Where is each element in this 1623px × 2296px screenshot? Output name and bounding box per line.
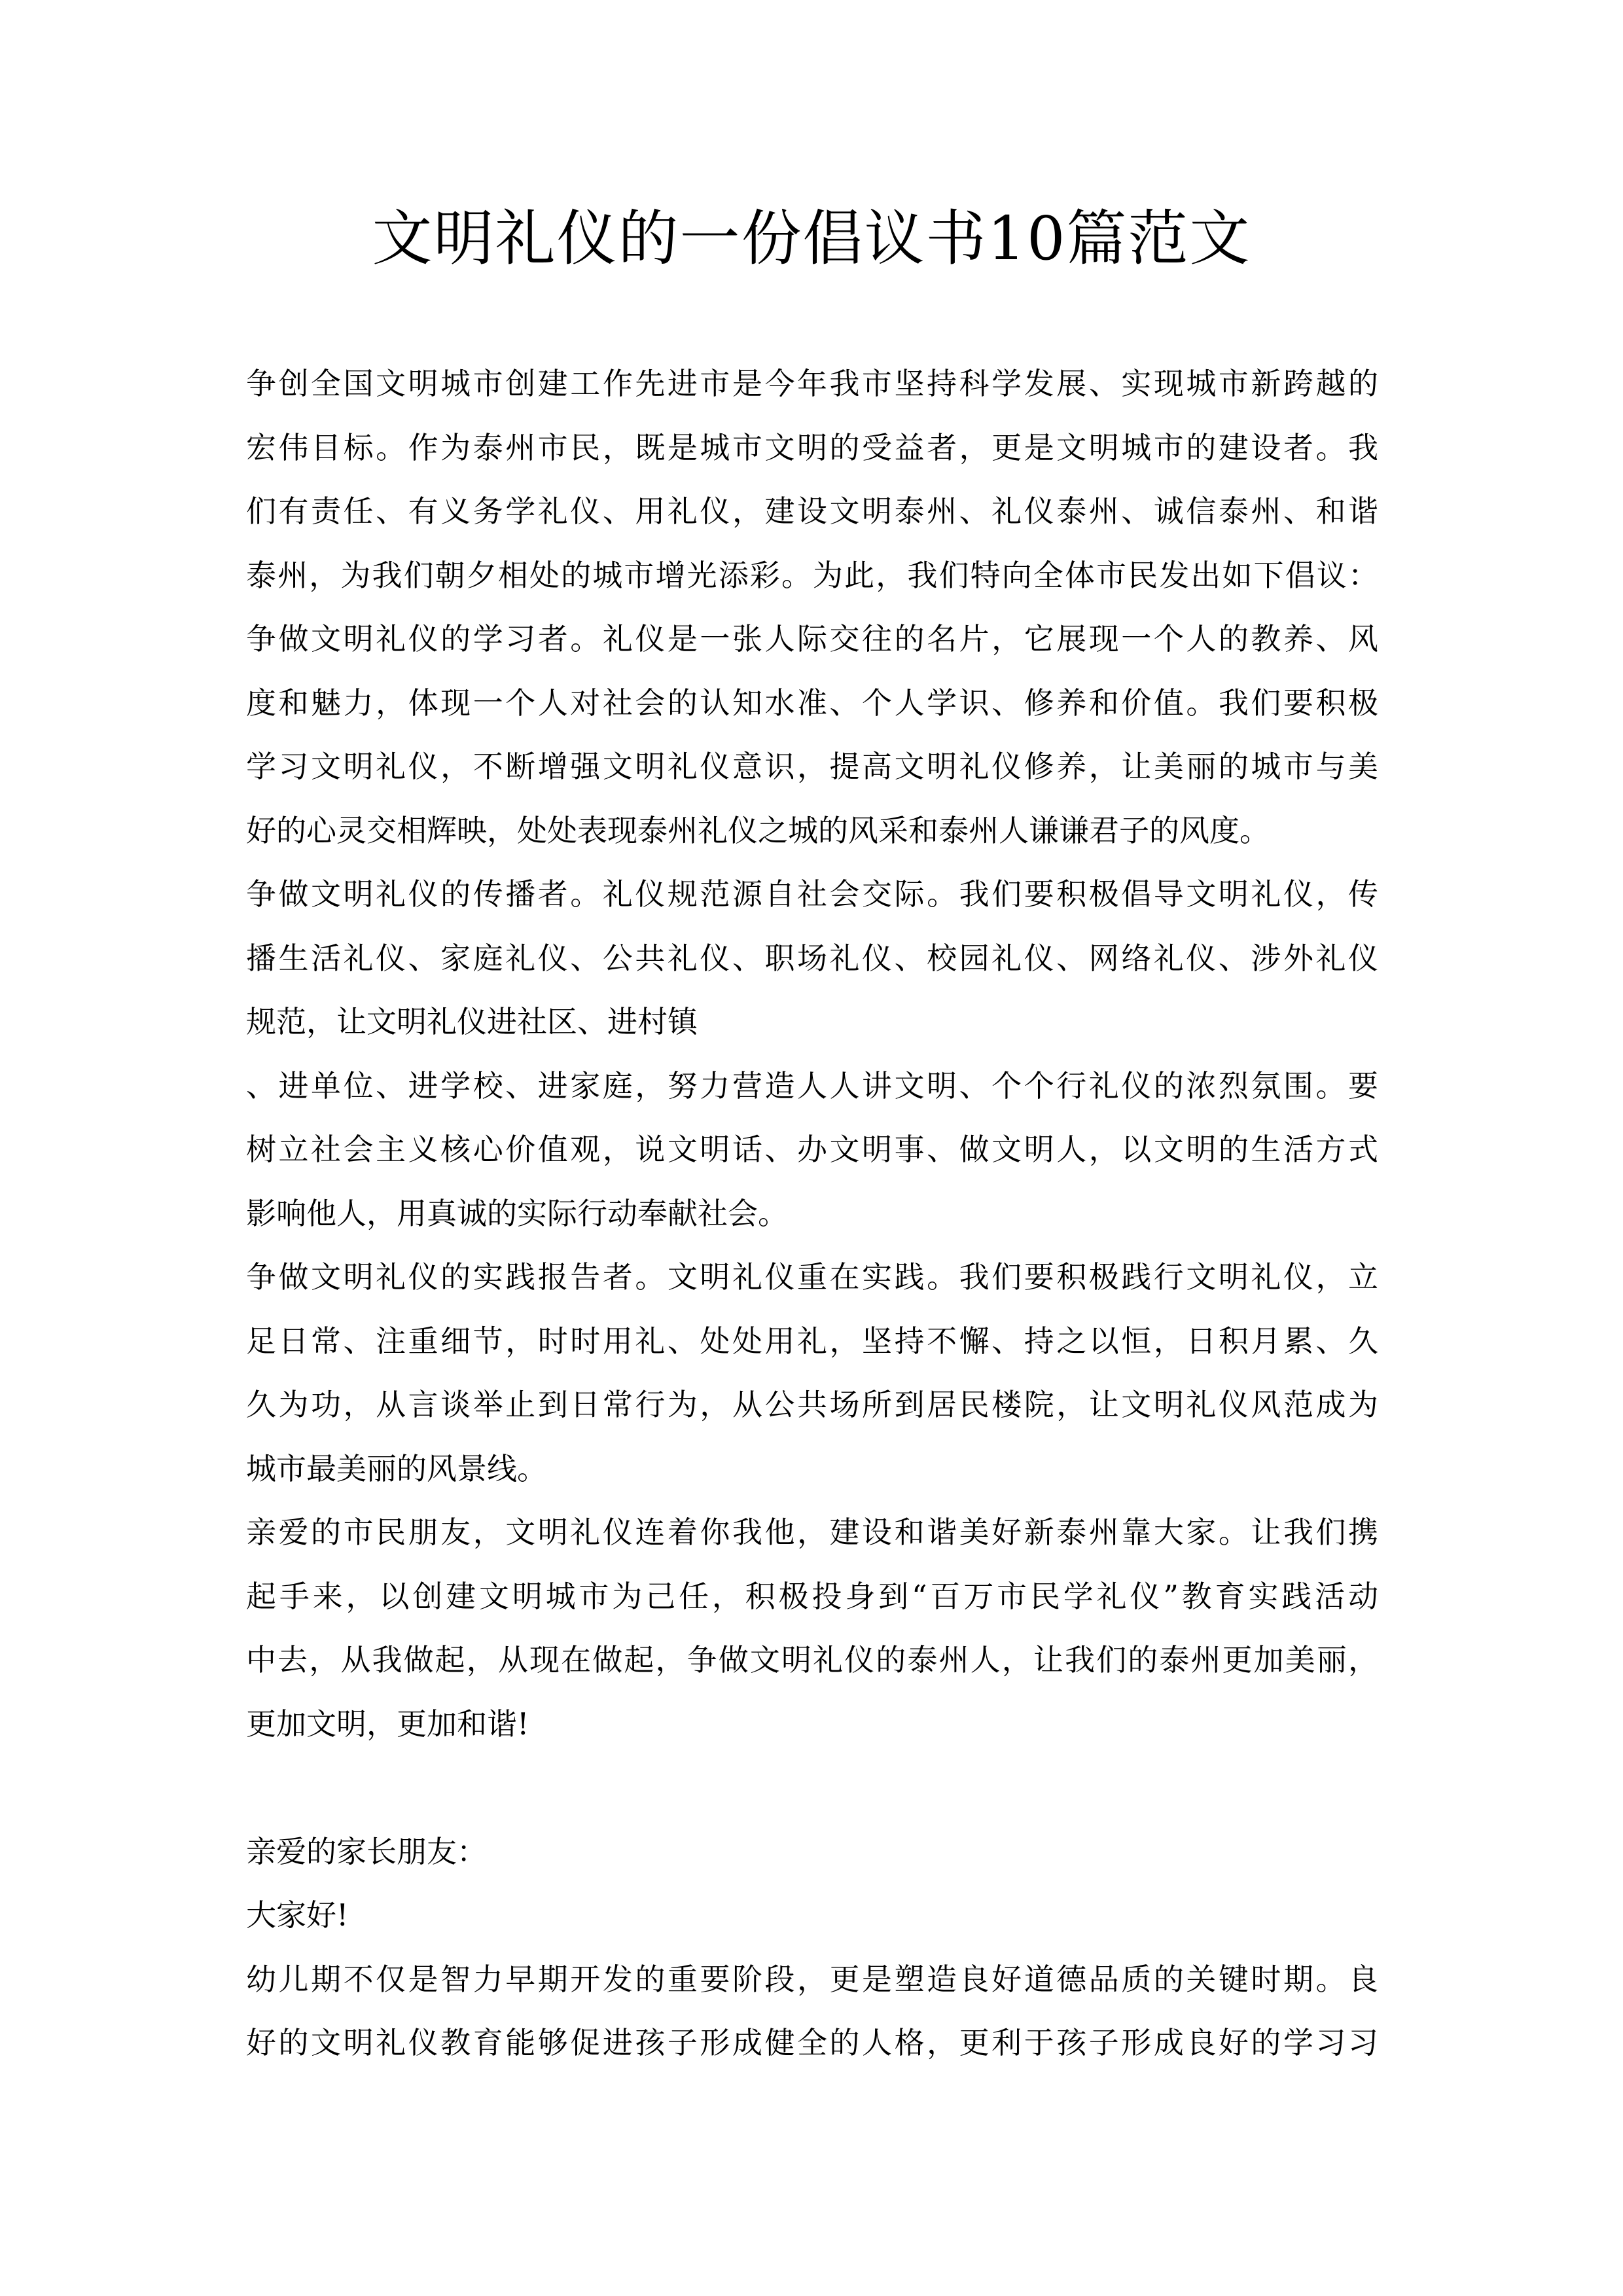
body-line: 中去，从我做起，从现在做起，争做文明礼仪的泰州人，让我们的泰州更加美丽，: [246, 1642, 1378, 1677]
body-line: 树立社会主义核心价值观，说文明话、办文明事、做文明人，以文明的生活方式: [246, 1132, 1378, 1167]
body-line: 好的文明礼仪教育能够促进孩子形成健全的人格，更利于孩子形成良好的学习习: [246, 2025, 1378, 2060]
body-line: 播生活礼仪、家庭礼仪、公共礼仪、职场礼仪、校园礼仪、网络礼仪、涉外礼仪: [246, 940, 1378, 976]
body-line: 城市最美丽的风景线。: [246, 1450, 547, 1486]
paragraph-gap: [246, 1756, 1378, 1820]
body-line: 更加文明，更加和谐!: [246, 1706, 529, 1742]
body-line: 争做文明礼仪的实践报告者。文明礼仪重在实践。我们要积极践行文明礼仪，立: [246, 1259, 1378, 1295]
body-line: 、进单位、进学校、进家庭，努力营造人人讲文明、个个行礼仪的浓烈氛围。要: [246, 1067, 1378, 1103]
greeting-line: 大家好!: [246, 1897, 349, 1933]
body-line: 好的心灵交相辉映，处处表现泰州礼仪之城的风采和泰州人谦谦君子的风度。: [246, 812, 1270, 848]
document-title: 文明礼仪的一份倡议书10篇范文: [372, 204, 1251, 274]
body-line: 影响他人，用真诚的实际行动奉献社会。: [246, 1195, 788, 1231]
body-line: 亲爱的市民朋友，文明礼仪连着你我他，建设和谐美好新泰州靠大家。让我们携: [246, 1515, 1378, 1550]
body-line: 幼儿期不仅是智力早期开发的重要阶段，更是塑造良好道德品质的关键时期。良: [246, 1961, 1378, 1997]
body-line: 宏伟目标。作为泰州市民，既是城市文明的受益者，更是文明城市的建设者。我: [246, 429, 1378, 465]
body-line: 度和魅力，体现一个人对社会的认知水准、个人学识、修养和价值。我们要积极: [246, 685, 1378, 721]
body-line: 足日常、注重细节，时时用礼、处处用礼，坚持不懈、持之以恒，日积月累、久: [246, 1323, 1378, 1359]
body-line: 争做文明礼仪的传播者。礼仪规范源自社会交际。我们要积极倡导文明礼仪，传: [246, 876, 1378, 912]
body-line: 久为功，从言谈举止到日常行为，从公共场所到居民楼院，让文明礼仪风范成为: [246, 1387, 1378, 1422]
body-line: 学习文明礼仪，不断增强文明礼仪意识，提高文明礼仪修养，让美丽的城市与美: [246, 749, 1378, 784]
body-line: 规范，让文明礼仪进社区、进村镇: [246, 1004, 698, 1039]
body-line: 泰州，为我们朝夕相处的城市增光添彩。为此，我们特向全体市民发出如下倡议：: [246, 557, 1378, 593]
salutation-line: 亲爱的家长朋友：: [246, 1833, 487, 1869]
body-line: 们有责任、有义务学礼仪、用礼仪，建设文明泰州、礼仪泰州、诚信泰州、和谐: [246, 493, 1378, 529]
document-body: [246, 352, 1378, 2075]
body-line: 争做文明礼仪的学习者。礼仪是一张人际交往的名片，它展现一个人的教养、风: [246, 621, 1378, 656]
body-line: 起手来，以创建文明城市为己任，积极投身到“百万市民学礼仪”教育实践活动: [246, 1578, 1378, 1614]
body-line: 争创全国文明城市创建工作先进市是今年我市坚持科学发展、实现城市新跨越的: [246, 366, 1378, 401]
